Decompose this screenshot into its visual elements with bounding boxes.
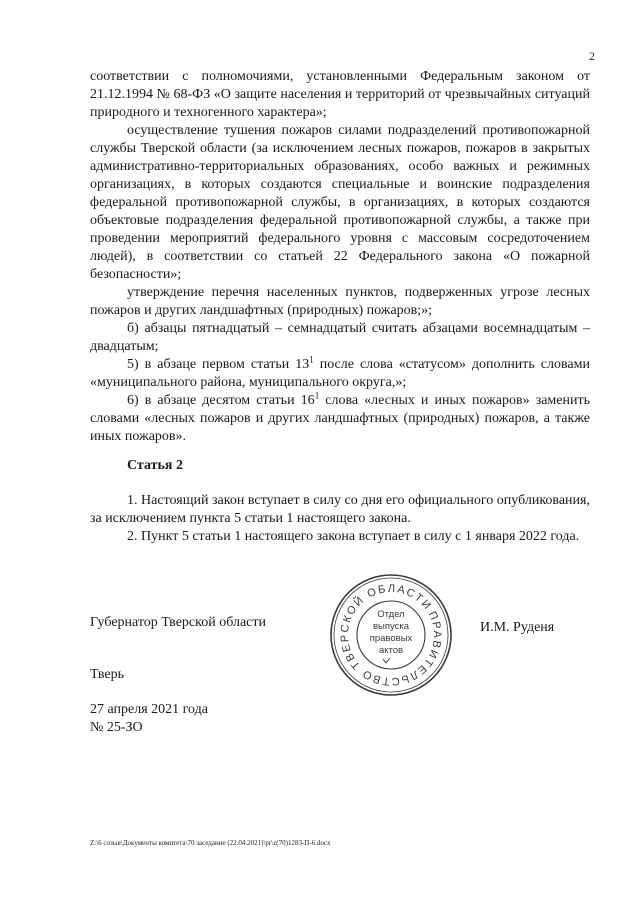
paragraph-b: б) абзацы пятнадцатый – семнадцатый считать абзацами восемнадцатым – двадцатым;: [90, 321, 590, 354]
paragraph-5-before: 5) в абзаце первом статьи 13: [127, 357, 310, 372]
article-body: [90, 492, 590, 546]
signatory-title: Губернатор Тверской области: [90, 615, 266, 630]
paragraph-6-sup: 1: [314, 390, 320, 401]
signing-place: Тверь: [90, 667, 124, 682]
paragraph-5-after: после слова «статусом» дополнить словами «муниципального района, муниципального округа,»;: [90, 357, 590, 390]
article-item-2: 2. Пункт 5 статьи 1 настоящего закона вступает в силу с 1 января 2022 года.: [127, 529, 580, 544]
paragraph-settlement-list: утверждение перечня населенных пунктов, подверженных угрозе лесных пожаров и других ландшафтных (природных) пожаров;»;: [90, 285, 590, 318]
official-stamp: [329, 573, 453, 697]
paragraph-continuation: соответствии с полномочиями, установленными Федеральным законом от 21.12.1994 № 68-ФЗ «О защите населения и территорий от чрезвычайных ситуаций природного и техногенного характера»;: [90, 69, 590, 120]
page-number: 2: [589, 49, 595, 63]
stamp-line-2: выпуска: [372, 621, 410, 632]
stamp-line-4: актов: [378, 645, 404, 656]
paragraph-5: [90, 356, 590, 392]
footer-file-path: Z:\6 созыв\Документы комитета\70 заседание (22.04.2021)\pr\z(70)1283-П-6.docx: [90, 839, 331, 847]
signing-date: 27 апреля 2021 года: [90, 702, 208, 717]
signing-details: [90, 701, 208, 737]
paragraph-6: [90, 392, 590, 446]
article-item-1: 1. Настоящий закон вступает в силу со дня его официального опубликования, за исключением пункта 5 статьи 1 настоящего закона.: [90, 493, 590, 526]
signatory-name: И.М. Руденя: [480, 620, 555, 635]
stamp-ring-textpath: ПРАВИТЕЛЬСТВО ТВЕРСКОЙ ОБЛАСТИ: [338, 582, 444, 688]
law-body: [90, 68, 590, 446]
article-heading: Статья 2: [127, 458, 183, 473]
law-number: № 25-ЗО: [90, 720, 143, 735]
paragraph-fire-suppression: осуществление тушения пожаров силами подразделений противопожарной службы Тверской области (за исключением лесных пожаров, пожаров в закрытых административно-территориальных образованиях, особо важных и режимных организациях, в которых создаются специальные и воинские подразделения федеральной противопожарной службы, в организациях, в которых создаются объектовые подразделения федеральной противопожарной службы, а также при проведении мероприятий федерального уровня с массовым сосредоточением людей), в соответствии со статьей 22 Федерального закона «О пожарной безопасности»;: [90, 123, 590, 282]
paragraph-6-before: 6) в абзаце десятом статьи 16: [127, 393, 315, 408]
stamp-line-3: правовых: [369, 633, 413, 644]
paragraph-5-sup: 1: [309, 354, 314, 365]
paragraph-6-after: слова «лесных и иных пожаров» заменить словами «лесных пожаров и других ландшафтных (природных) пожаров, а также иных пожаров».: [90, 393, 590, 444]
stamp-check-mark: [383, 658, 390, 663]
stamp-line-1: Отдел: [377, 609, 405, 620]
